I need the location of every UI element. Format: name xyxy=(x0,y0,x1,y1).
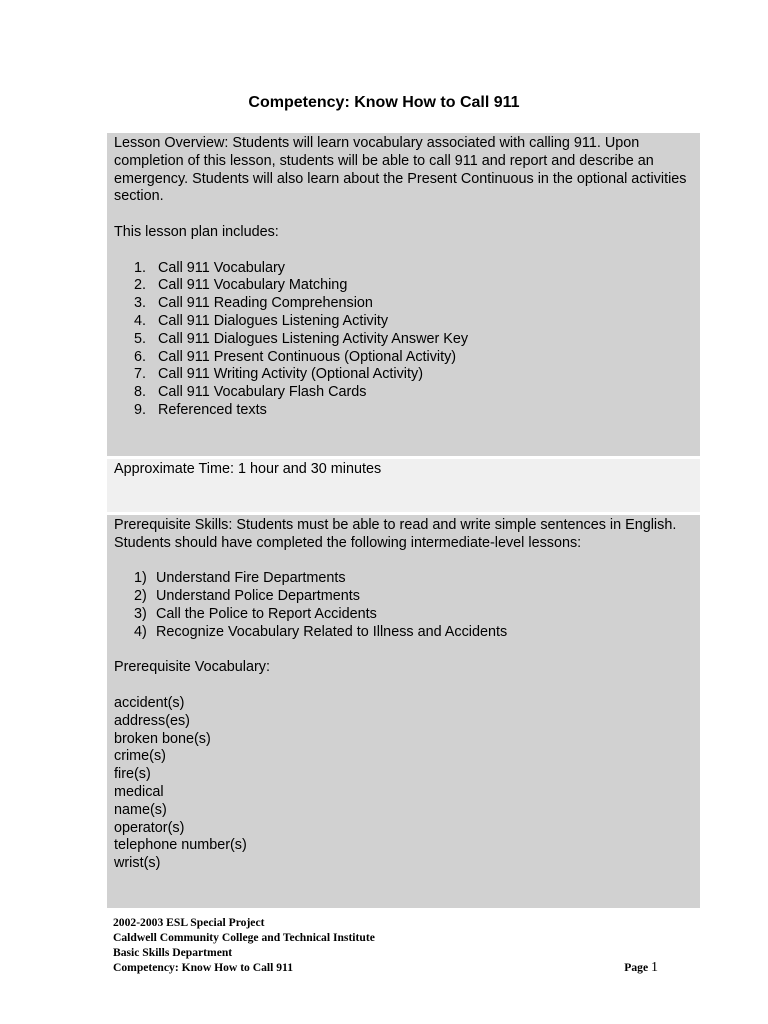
prerequisite-section xyxy=(107,515,700,908)
lesson-overview-section xyxy=(107,133,700,456)
list-item: 3) Call the Police to Report Accidents xyxy=(134,605,377,622)
vocabulary-list xyxy=(114,695,693,873)
vocab-item: name(s) xyxy=(114,801,167,818)
footer-project-line: 2002-2003 ESL Special Project xyxy=(113,916,265,929)
vocab-item: crime(s) xyxy=(114,748,166,765)
lesson-overview-text: Lesson Overview: Students will learn vocabulary associated with calling 911. Upon completion of this lesson, students will be able to call 911 and report and describe an emergency. Students will also learn about the Present Continuous in the optional activities section. xyxy=(114,135,687,205)
list-item: 4) Recognize Vocabulary Related to Illness and Accidents xyxy=(134,623,508,640)
footer-competency-line: Competency: Know How to Call 911 xyxy=(113,961,294,974)
list-item: 6. Call 911 Present Continuous (Optional Activity) xyxy=(134,348,457,365)
list-item: 7. Call 911 Writing Activity (Optional Activity) xyxy=(134,366,423,383)
list-item: 4. Call 911 Dialogues Listening Activity xyxy=(134,312,389,329)
prerequisite-skills-text: Prerequisite Skills: Students must be able to read and write simple sentences in English. Students should have completed the following intermediate-level lessons: xyxy=(114,517,677,551)
prerequisite-vocabulary-label: Prerequisite Vocabulary: xyxy=(114,659,270,676)
page-title: Competency: Know How to Call 911 xyxy=(248,94,520,111)
list-item: 1) Understand Fire Departments xyxy=(134,570,346,587)
vocab-item: address(es) xyxy=(114,712,190,729)
vocab-item: medical xyxy=(114,783,164,800)
list-item: 3. Call 911 Reading Comprehension xyxy=(134,295,373,312)
vocab-item: accident(s) xyxy=(114,694,185,711)
prerequisite-lessons-list xyxy=(114,570,693,641)
approximate-time-section xyxy=(107,459,700,512)
list-item: 9. Referenced texts xyxy=(134,401,267,418)
list-item: 8. Call 911 Vocabulary Flash Cards xyxy=(134,384,367,401)
list-item: 1. Call 911 Vocabulary xyxy=(134,259,285,276)
footer-department-line: Basic Skills Department xyxy=(113,946,233,959)
vocab-item: telephone number(s) xyxy=(114,837,247,854)
list-item: 2. Call 911 Vocabulary Matching xyxy=(134,277,348,294)
approximate-time-text: Approximate Time: 1 hour and 30 minutes xyxy=(114,461,382,477)
footer-college-line: Caldwell Community College and Technical Institute xyxy=(113,931,375,944)
vocab-item: fire(s) xyxy=(114,766,151,783)
page-number: Page 1 xyxy=(624,960,658,975)
list-item: 2) Understand Police Departments xyxy=(134,588,360,605)
vocab-item: broken bone(s) xyxy=(114,730,211,747)
list-item: 5. Call 911 Dialogues Listening Activity Answer Key xyxy=(134,330,469,347)
page-footer xyxy=(113,915,658,975)
lesson-plan-list xyxy=(114,260,693,420)
includes-label: This lesson plan includes: xyxy=(114,223,279,240)
vocab-item: wrist(s) xyxy=(114,855,161,872)
vocab-item: operator(s) xyxy=(114,819,185,836)
